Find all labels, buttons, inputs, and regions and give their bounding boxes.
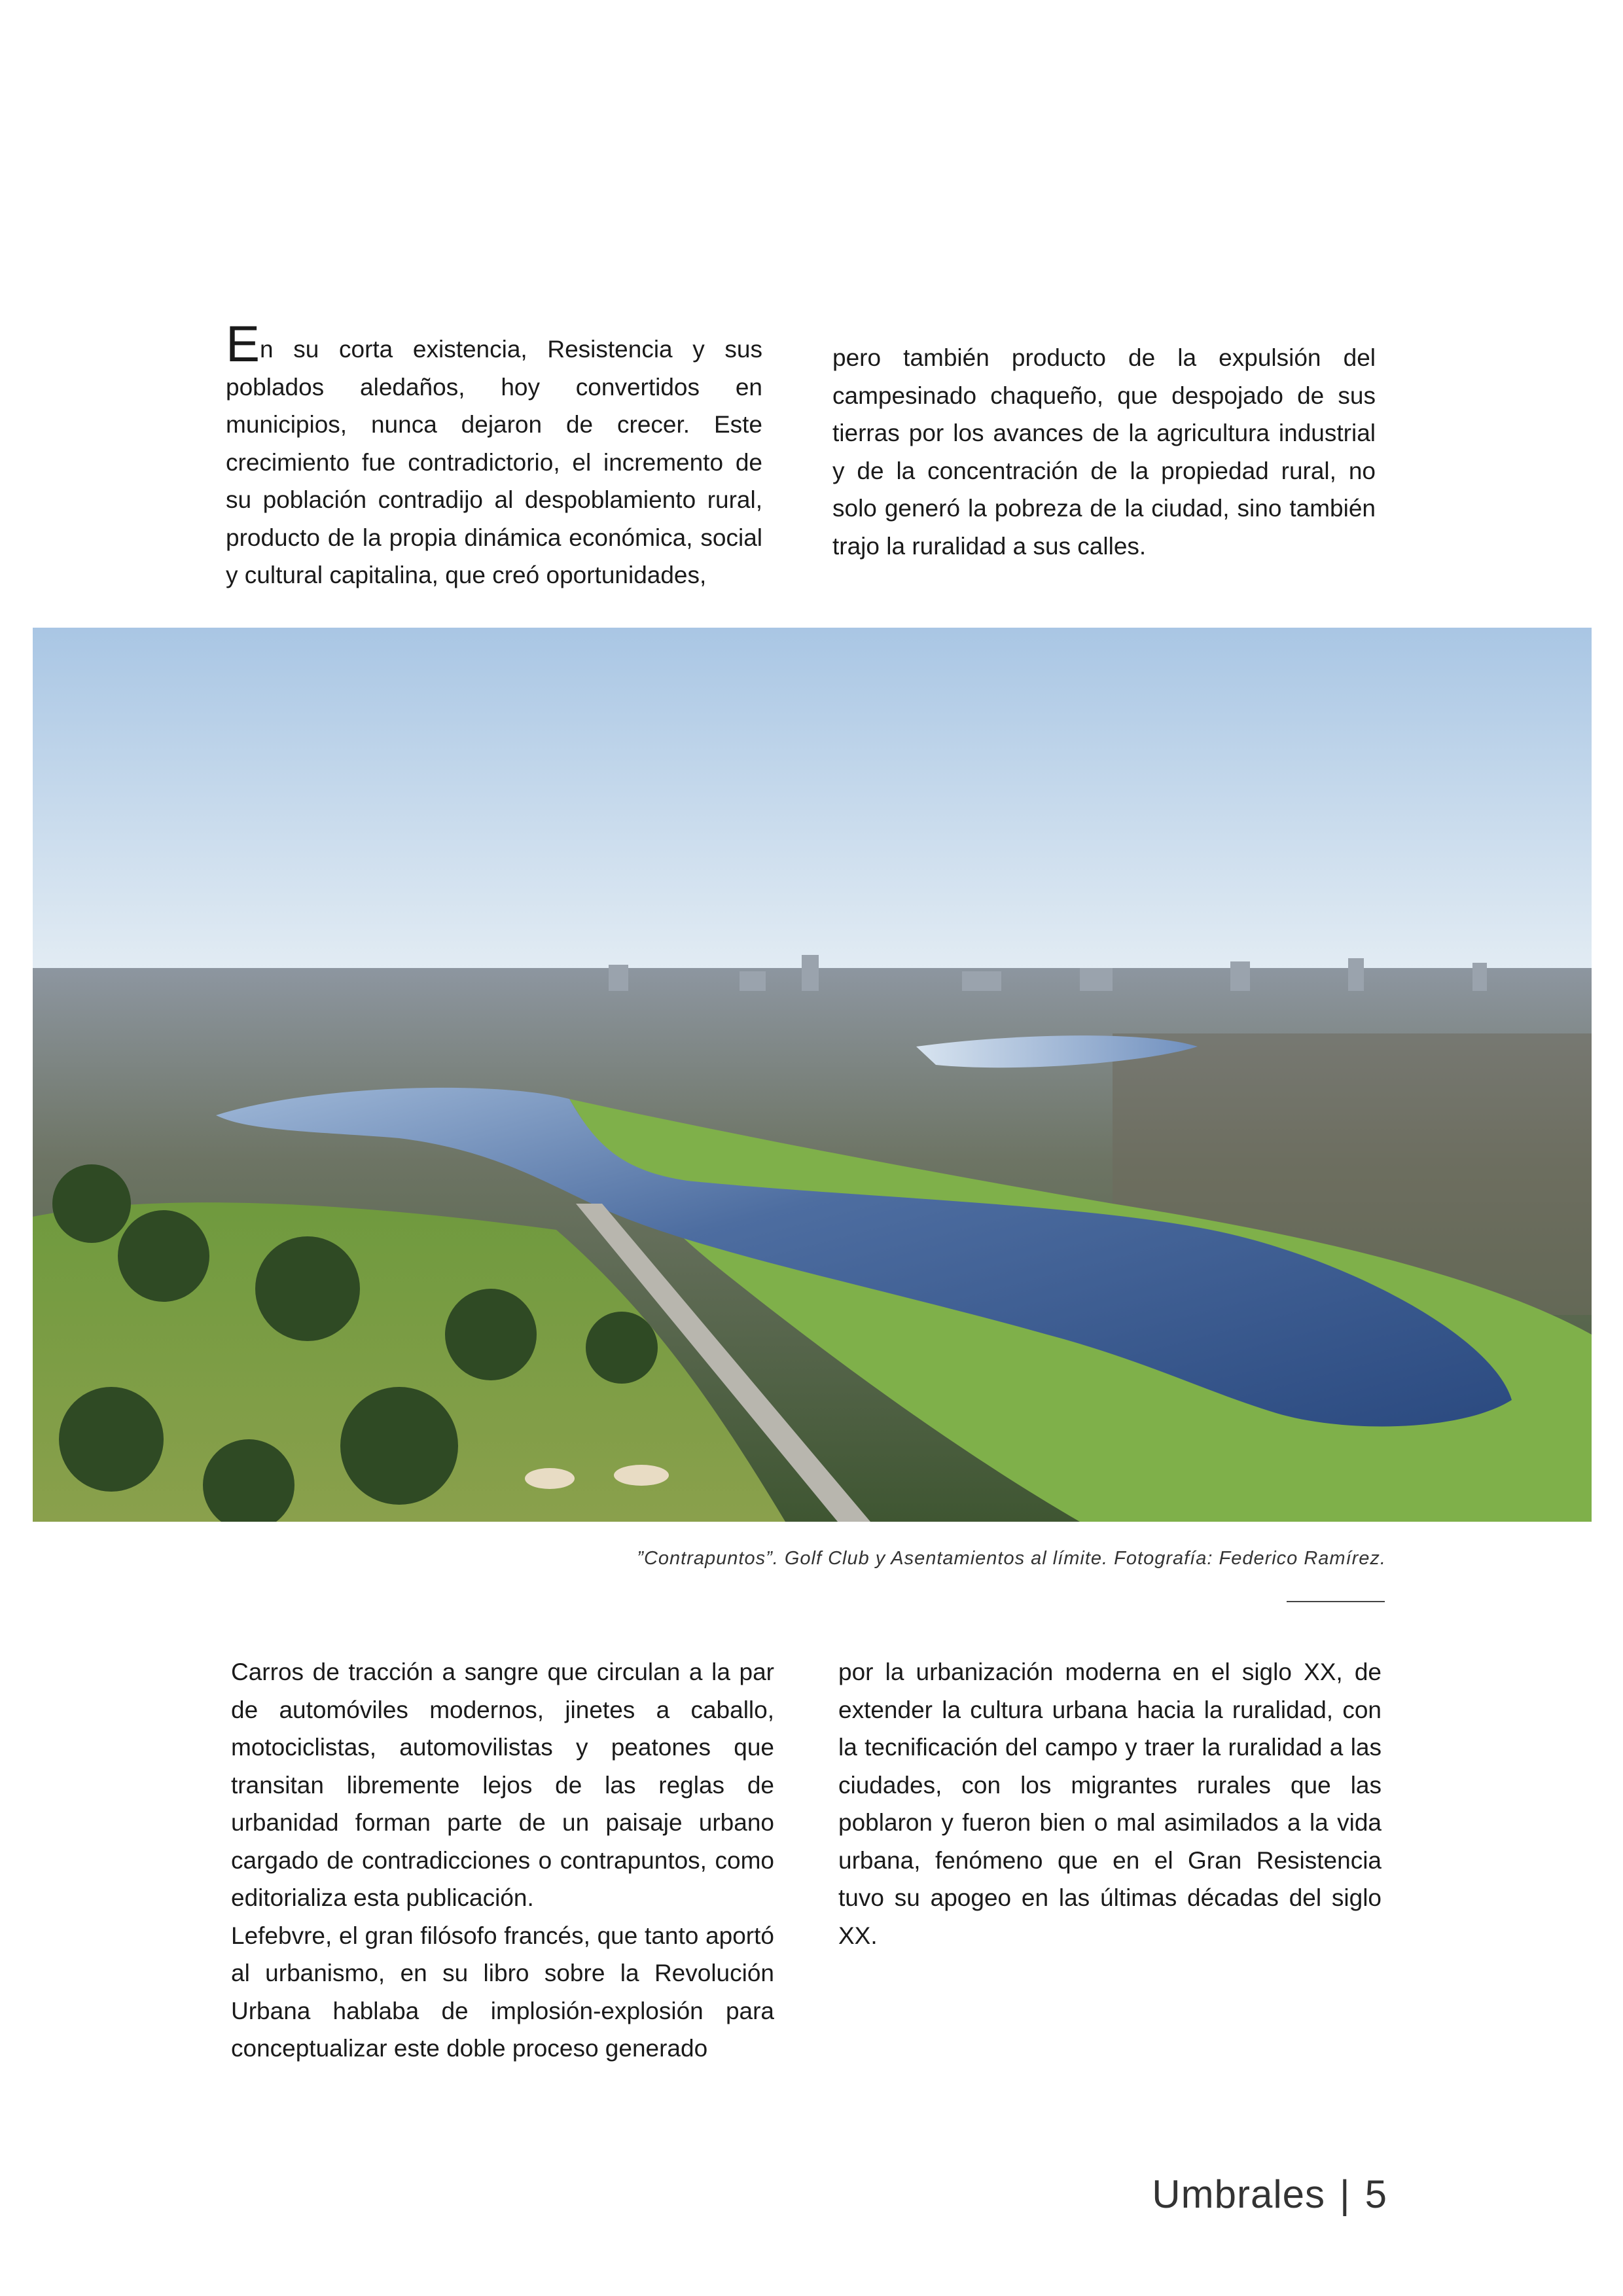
- aerial-photo-illustration: [33, 628, 1592, 1522]
- body-column-top-right: [832, 339, 1376, 565]
- paragraph-intro: [226, 315, 762, 594]
- page-footer: [1152, 2172, 1387, 2217]
- body-column-top-left: [226, 315, 762, 594]
- paragraph-lefebvre: Lefebvre, el gran filósofo francés, que tanto aportó al urbanismo, en su libro sobre la Revolución Urbana hablaba de implosión-explosión para conceptualizar este doble proceso generado: [231, 1922, 774, 2062]
- body-column-bottom-left: [231, 1653, 774, 2068]
- paragraph-intro-text: n su corta existencia, Resistencia y sus poblados aledaños, hoy convertidos en municipios, nunca dejaron de crecer. Este crecimiento fue contradictorio, el incremento de su población contradijo al despoblamiento rural, producto de la propia dinámica económica, social y cultural capitalina, que creó oportunidades,: [226, 336, 762, 588]
- paragraph-carros: Carros de tracción a sangre que circulan a la par de automóviles modernos, jinetes a caballo, motociclistas, automovilistas y peatones que transitan libremente lejos de las reglas de urbanidad forman parte de un paisaje urbano cargado de contradicciones o contrapuntos, como editorializa esta publicación.: [231, 1659, 774, 1911]
- drop-cap: E: [226, 315, 260, 372]
- aerial-photo: [33, 628, 1592, 1522]
- paragraph-continuation: pero también producto de la expulsión del campesinado chaqueño, que despojado de sus tierras por los avances de la agricultura industrial y de la concentración de la propiedad rural, no solo generó la pobreza de la ciudad, sino también trajo la ruralidad a sus calles.: [832, 344, 1376, 560]
- photo-caption: ”Contrapuntos”. Golf Club y Asentamientos al límite. Fotografía: Federico Ramírez.: [637, 1548, 1386, 1569]
- footer-separator: |: [1340, 2172, 1351, 2216]
- paragraph-urbanizacion: por la urbanización moderna en el siglo XX, de extender la cultura urbana hacia la ruralidad, con la tecnificación del campo y traer la ruralidad a las ciudades, con los migrantes rurales que las poblaron y fueron bien o mal asimilados a la vida urbana, fenómeno que en el Gran Resistencia tuvo su apogeo en las últimas décadas del siglo XX.: [838, 1659, 1382, 1949]
- publication-name: Umbrales: [1152, 2172, 1326, 2216]
- page-number: 5: [1364, 2172, 1387, 2216]
- body-column-bottom-right: [838, 1653, 1382, 1954]
- caption-divider: [1287, 1601, 1385, 1602]
